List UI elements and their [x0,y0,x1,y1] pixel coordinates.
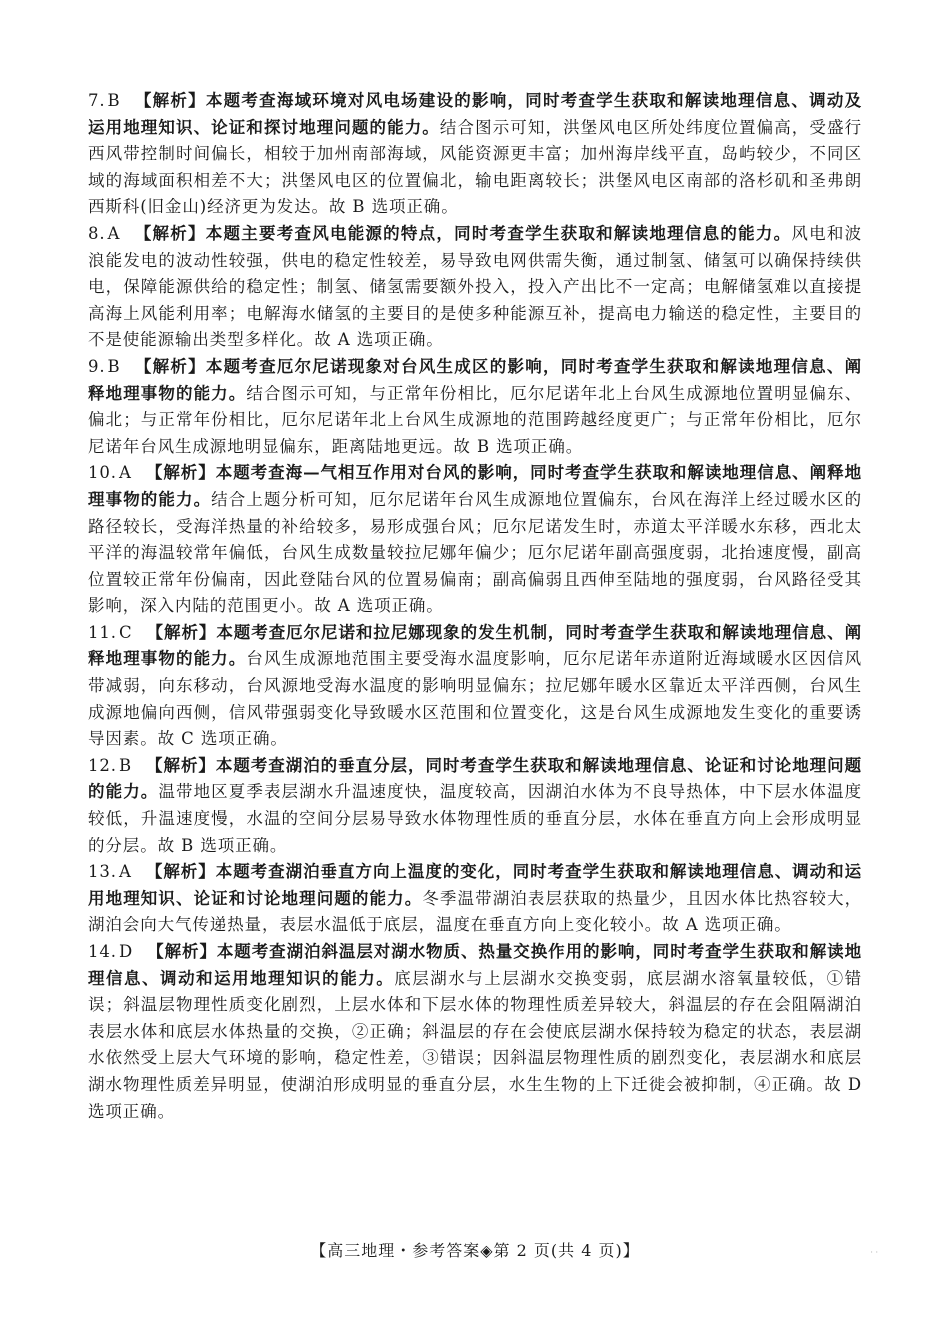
analysis-body: 底层湖水与上层湖水交换变弱，底层湖水溶氧量较低，①错误；斜温层物理性质变化剧烈，上层水体和下层水体的物理性质差异较大，斜温层的存在会阻隔湖泊表层水体和底层水体热量的交换，②正确；斜温层的存在会使底层湖水保持较为稳定的状态，表层湖水依然受上层大气环境的影响，稳定性差，③错误；因斜温层物理性质的剧烈变化，表层湖水和底层湖水物理性质差异明显，使湖泊形成明显的垂直分层，水生生物的上下迁徙会被抑制，④正确。故 D 选项正确。 [88,968,862,1121]
analysis-tag: 【解析】 [134,356,206,376]
analysis-tag: 【解析】 [134,91,206,110]
analysis-lead: 本题考查湖泊的垂直分层，同时考查学生获取和解读地理信息、论证和讨论地理问题的能力。 [88,755,862,802]
analysis-body: 结合上题分析可知，厄尔尼诺年台风生成源地位置偏东，台风在海洋上经过暖水区的路径较长，受海洋热量的补给较多，易形成强台风；厄尔尼诺发生时，赤道太平洋暖水东移，西北太平洋的海温较常年偏低，台风生成数量较拉尼娜年偏少；厄尔尼诺年副高强度弱，北抬速度慢，副高位置较正常年份偏南，因此登陆台风的位置易偏南；副高偏弱且西伸至陆地的强度弱，台风路径受其影响，深入内陆的范围更小。故 A 选项正确。 [88,489,862,616]
page-footer: 【高三地理・参考答案◈第 2 页(共 4 页)】 [310,1241,640,1260]
analysis-lead: 本题考查湖泊斜温层对湖水物质、热量交换作用的影响，同时考查学生获取和解读地理信息、调动和运用地理知识的能力。 [88,942,862,988]
analysis-tag: 【解析】 [145,862,216,882]
question-number: 12. [88,755,117,775]
answer-item-14 [88,939,862,1125]
question-number: 9. [88,356,106,376]
question-number: 11. [88,622,117,642]
answer-letter: D [118,942,134,961]
analysis-tag: 【解析】 [145,463,216,483]
analysis-tag: 【解析】 [134,223,206,243]
question-number: 8. [88,223,106,243]
corner-mark: · · [870,1248,878,1257]
answer-letter: B [107,91,121,110]
answer-item-7 [88,88,862,221]
analysis-tag: 【解析】 [146,622,217,642]
analysis-lead: 本题考查湖泊垂直方向上温度的变化，同时考查学生获取和解读地理信息、调动和运用地理知识、论证和讨论地理问题的能力。 [88,862,862,908]
question-number: 13. [88,862,117,882]
answer-letter: B [107,356,121,376]
answer-item-10 [88,460,862,620]
analysis-lead: 本题考查海—气相互作用对台风的影响，同时考查学生获取和解读地理信息、阐释地理事物的能力。 [88,463,862,509]
analysis-body: 台风生成源地范围主要受海水温度影响，厄尔尼诺年赤道附近海域暖水区因信风带减弱，向东移动，台风源地受海水温度的影响明显偏东；拉尼娜年暖水区靠近太平洋西侧，台风生成源地偏向西侧，信风带强弱变化导致暖水区范围和位置变化，这是台风生成源地发生变化的重要诱导因素。故 C 选项正确。 [88,649,862,749]
analysis-body: 结合图示可知，洪堡风电区所处纬度位置偏高，受盛行西风带控制时间偏长，相较于加州南部海域，风能资源更丰富；加州海岸线平直，岛屿较少，不同区域的海域面积相差不大；洪堡风电区的位置偏北，输电距离较长；洪堡风电区南部的洛杉矶和圣弗朗西斯科(旧金山)经济更为发达。故 B 选项正确。 [88,117,862,217]
answer-letter: B [118,755,132,775]
question-number: 14. [88,942,117,961]
analysis-lead: 本题主要考查风电能源的特点，同时考查学生获取和解读地理信息的能力。 [205,223,792,243]
analysis-body: 风电和波浪能发电的波动性较强，供电的稳定性较差，易导致电网供需失衡，通过制氢、储氢可以确保持续供电，保障能源供给的稳定性；制氢、储氢需要额外投入，投入产出比不一定高；电解储氢难以直接提高海上风能利用率；电解海水储氢的主要目的是使多种能源互补，提高电力输送的稳定性，主要目的不是使能源输出类型多样化。故 A 选项正确。 [88,223,862,350]
analysis-body: 冬季温带湖泊表层获取的热量少，且因水体比热容较大，湖泊会向大气传递热量，表层水温低于底层，温度在垂直方向上变化较小。故 A 选项正确。 [88,888,862,935]
answer-letter: A [118,862,132,882]
analysis-tag: 【解析】 [147,942,217,961]
answer-item-8 [88,221,862,354]
answer-list [88,88,862,1125]
analysis-tag: 【解析】 [145,755,216,775]
question-number: 10. [88,463,117,483]
analysis-body: 温带地区夏季表层湖水升温速度快，温度较高，因湖泊水体为不良导热体，中下层水体温度较低，升温速度慢，水温的空间分层易导致水体物理性质的垂直分层，水体在垂直方向上会形成明显的分层。故 B 选项正确。 [88,782,863,855]
answer-item-11 [88,620,862,753]
answer-item-13 [88,859,862,939]
answer-letter: C [118,622,133,642]
answer-item-12 [88,753,862,859]
answer-item-9 [88,354,862,460]
analysis-body: 结合图示可知，与正常年份相比，厄尔尼诺年北上台风生成源地位置明显偏东、偏北；与正常年份相比，厄尔尼诺年北上台风生成源地的范围跨越经度更广；与正常年份相比，厄尔尼诺年台风生成源地明显偏东，距离陆地更远。故 B 选项正确。 [88,383,862,456]
question-number: 7. [88,91,106,110]
answer-letter: A [107,223,121,243]
answer-letter: A [118,463,132,483]
analysis-lead: 本题考查厄尔尼诺和拉尼娜现象的发生机制，同时考查学生获取和解读地理信息、阐释地理事物的能力。 [88,622,862,669]
analysis-lead: 本题考查厄尔尼诺现象对台风生成区的影响，同时考查学生获取和解读地理信息、阐释地理事物的能力。 [88,356,862,403]
analysis-lead: 本题考查海域环境对风电场建设的影响，同时考查学生获取和解读地理信息、调动及运用地理知识、论证和探讨地理问题的能力。 [88,91,862,137]
